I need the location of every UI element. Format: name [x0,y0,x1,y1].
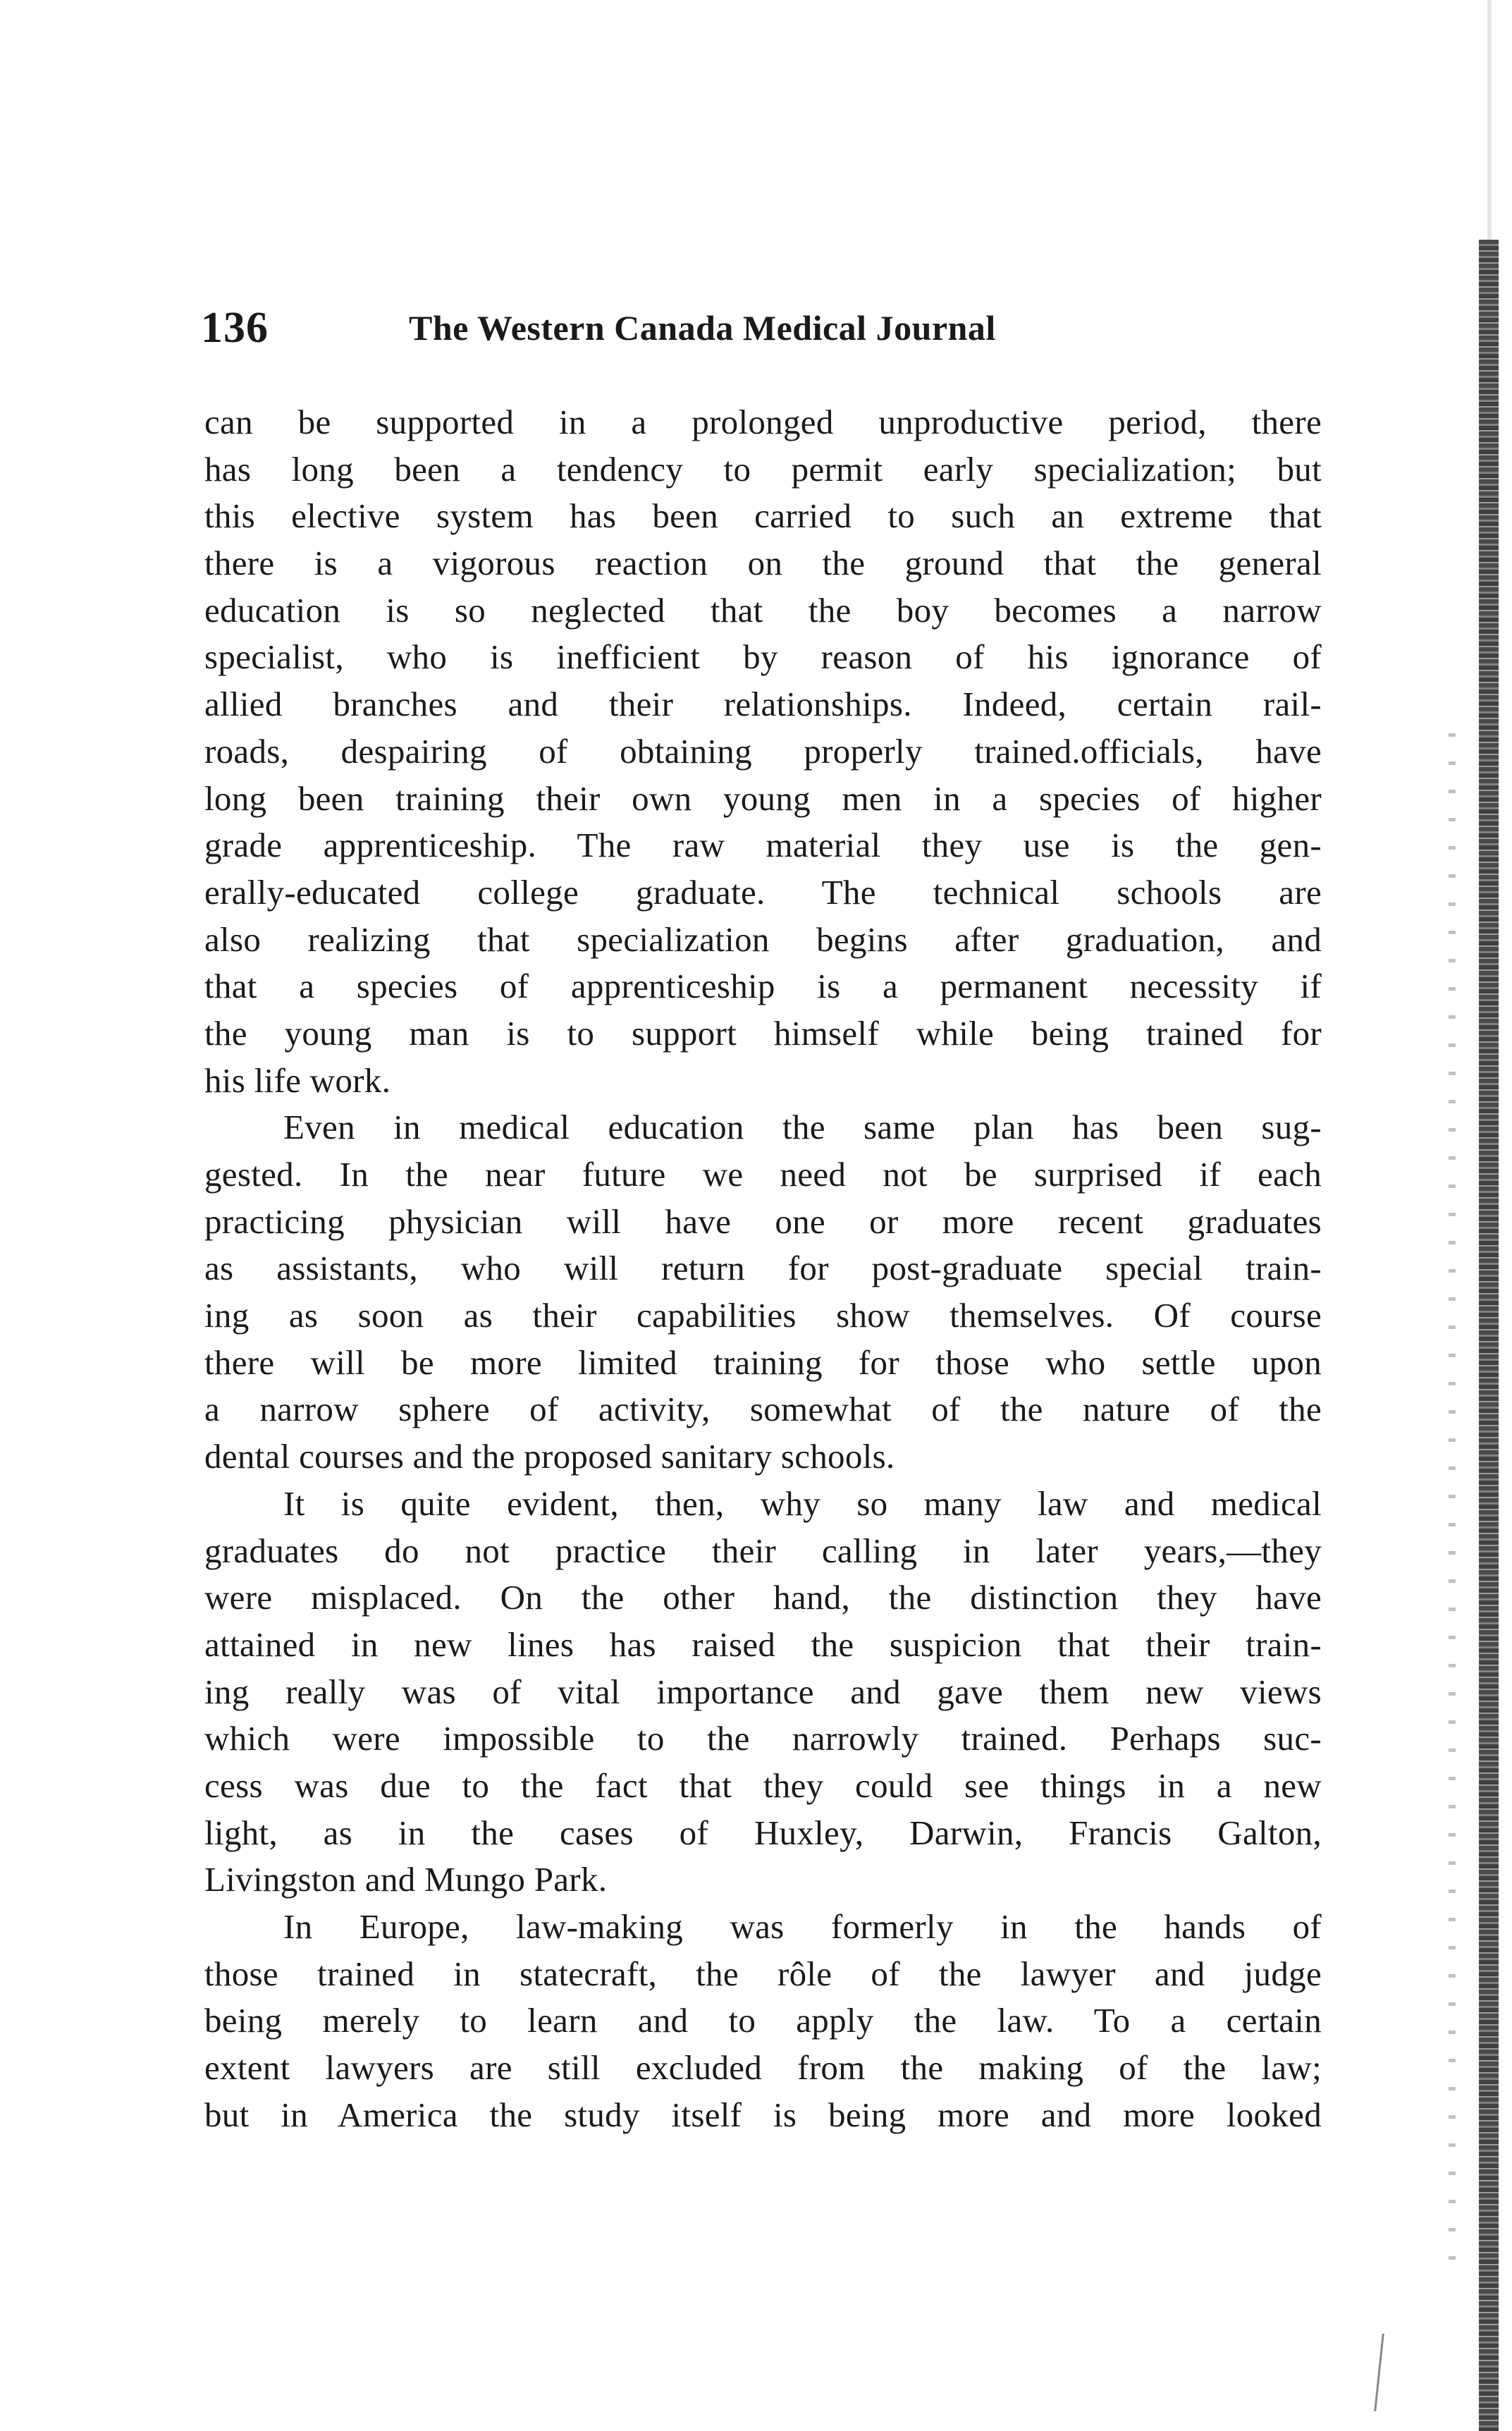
text-line: allied branches and their relationships. Indeed, certain rail- [204,685,1322,724]
text-line: a narrow sphere of activity, somewhat of the nature of the [204,1390,1322,1429]
text-line: roads, despairing of obtaining properly trained.officials, have [204,731,1322,771]
text-line: there is a vigorous reaction on the ground that the general [204,544,1322,583]
text-line: were misplaced. On the other hand, the distinction they have [204,1578,1322,1617]
article-body [204,399,1322,2138]
text-line: In Europe, law-making was formerly in the hands of [283,1907,1322,1946]
text-line: ing as soon as their capabilities show themselves. Of course [204,1296,1322,1335]
book-spine-edge [1479,240,1499,2431]
scan-mark [1374,2334,1394,2411]
paragraph [204,1481,1322,1904]
text-line: cess was due to the fact that they could see things in a new [204,1765,1322,1805]
text-line: this elective system has been carried to such an extreme that [204,496,1322,536]
text-line: erally-educated college graduate. The technical schools are [204,872,1322,912]
text-line: dental courses and the proposed sanitary schools. [204,1437,895,1476]
text-line: the young man is to support himself while being trained for [204,1013,1322,1053]
text-line: practicing physician will have one or more recent graduates [204,1201,1322,1241]
text-line: specialist, who is inefficient by reason of his ignorance of [204,637,1322,677]
text-line: Even in medical education the same plan has been sug- [283,1108,1322,1147]
text-line: but in America the study itself is being more and more looked [204,2095,1322,2134]
text-line: gested. In the near future we need not be surprised if each [204,1155,1322,1194]
paragraph [204,1904,1322,2138]
text-line: ing really was of vital importance and gave them new views [204,1672,1322,1711]
text-line: being merely to learn and to apply the law. To a certain [204,2001,1322,2040]
text-line: can be supported in a prolonged unproductive period, there [204,403,1322,441]
paragraph [204,1104,1322,1481]
text-line: grade apprenticeship. The raw material they use is the gen- [204,826,1322,865]
text-line: attained in new lines has raised the suspicion that their train- [204,1624,1322,1664]
text-line: his life work. [204,1060,391,1100]
text-line: has long been a tendency to permit early specialization; but [204,449,1322,489]
journal-title: The Western Canada Medical Journal [409,308,996,348]
text-line: as assistants, who will return for post-graduate special train- [204,1249,1322,1288]
scan-edge-artifact [1449,733,1456,2284]
text-line: that a species of apprenticeship is a permanent necessity if [204,967,1322,1006]
text-line: graduates do not practice their calling in later years,—they [204,1531,1322,1570]
text-line: light, as in the cases of Huxley, Darwin, Francis Galton, [204,1813,1322,1852]
text-line: It is quite evident, then, why so many law and medical [283,1483,1322,1523]
text-line: there will be more limited training for those who settle upon [204,1342,1322,1382]
page-number: 136 [201,304,269,352]
text-line: education is so neglected that the boy becomes a narrow [204,590,1322,630]
page-edge-top [1487,0,1492,240]
text-line: long been training their own young men in a species of higher [204,778,1322,818]
text-line: Livingston and Mungo Park. [204,1860,608,1899]
running-header [201,303,1315,360]
text-line: also realizing that specialization begins after graduation, and [204,919,1322,959]
text-line: those trained in statecraft, the rôle of the lawyer and judge [204,1954,1322,1993]
text-line: which were impossible to the narrowly trained. Perhaps suc- [204,1719,1322,1758]
text-line: extent lawyers are still excluded from the making of the law; [204,2048,1322,2088]
paragraph [204,399,1322,1104]
